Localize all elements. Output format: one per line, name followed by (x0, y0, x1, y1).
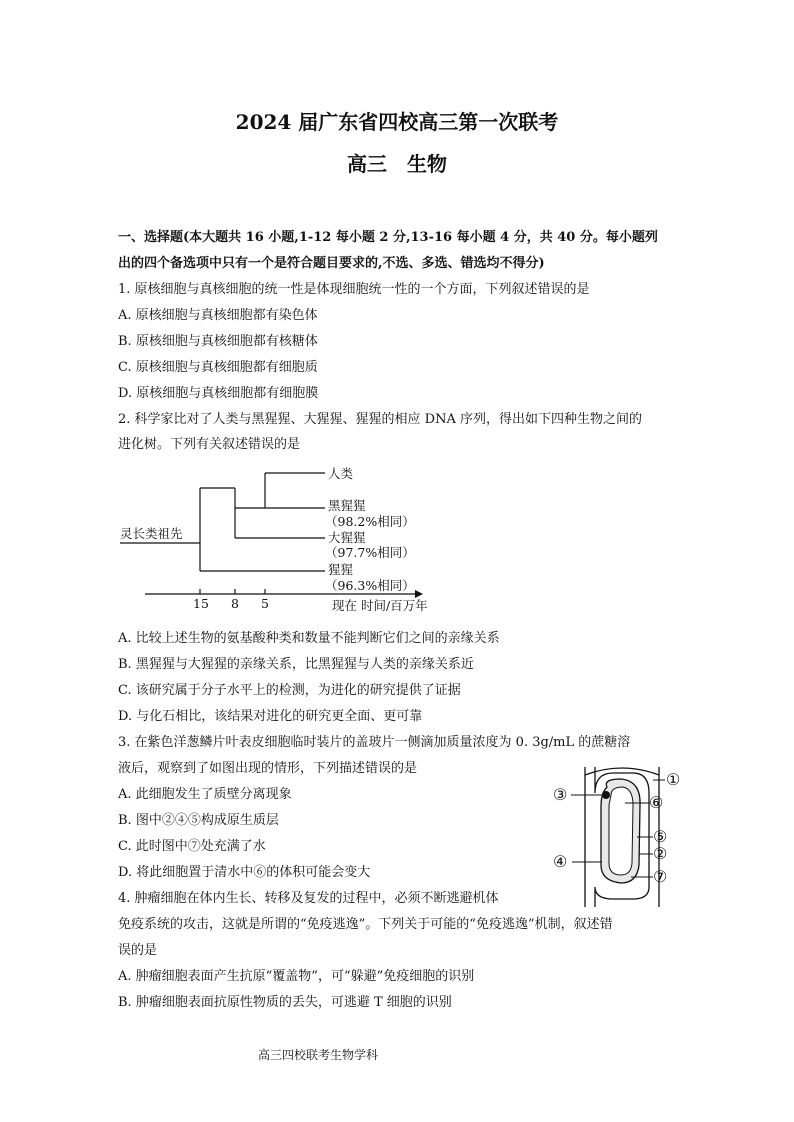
q3-option-c: C. 此时图中⑦处充满了水 (118, 839, 266, 854)
q1-option-d: D. 原核细胞与真核细胞都有细胞膜 (118, 386, 319, 401)
q1-option-c: C. 原核细胞与真核细胞都有细胞质 (118, 360, 318, 375)
exam-subtitle: 高三 生物 (347, 152, 447, 176)
q2-option-a: A. 比较上述生物的氨基酸种类和数量不能判断它们之间的亲缘关系 (118, 631, 500, 646)
q3-stem-line2: 液后，观察到了如图出现的情形，下列描述错误的是 (118, 761, 418, 776)
cell-label-2: ② (653, 844, 668, 863)
tree-label-chimp: 黑猩猩 (328, 498, 366, 513)
q4-stem-line3: 误的是 (118, 943, 158, 958)
q3-stem-line1: 3. 在紫色洋葱鳞片叶表皮细胞临时装片的盖玻片一侧滴加质量浓度为 0. 3g/mL 的蔗糖溶 (118, 735, 631, 750)
q3-option-b: B. 图中②④⑤构成原生质层 (118, 813, 279, 828)
q2-option-b: B. 黑猩猩与大猩猩的亲缘关系，比黑猩猩与人类的亲缘关系近 (118, 657, 474, 672)
plasmolysis-cell-figure (545, 765, 705, 907)
tree-root-label: 灵长类祖先 (120, 526, 183, 541)
q4-option-b: B. 肿瘤细胞表面抗原性物质的丢失，可逃避 T 细胞的识别 (118, 995, 452, 1010)
q4-option-a: A. 肿瘤细胞表面产生抗原“覆盖物”，可“躲避”免疫细胞的识别 (118, 969, 475, 984)
q2-option-c: C. 该研究属于分子水平上的检测，为进化的研究提供了证据 (118, 683, 461, 698)
page-footer: 高三四校联考生物学科 (258, 1048, 379, 1062)
section-instructions-line2: 出的四个备选项中只有一个是符合题目要求的,不选、多选、错选均不得分) (118, 256, 545, 271)
q1-option-b: B. 原核细胞与真核细胞都有核糖体 (118, 334, 318, 349)
q2-stem-line2: 进化树。下列有关叙述错误的是 (118, 437, 301, 452)
axis-tick-5: 5 (261, 596, 269, 611)
evolution-tree-figure (110, 458, 470, 618)
nucleus (602, 791, 610, 799)
q2-stem-line1: 2. 科学家比对了人类与黑猩猩、大猩猩、猩猩的相应 DNA 序列，得出如下四种生物之间的 (118, 412, 642, 427)
cell-label-3: ③ (553, 785, 568, 804)
q4-stem-line2: 免疫系统的攻击，这就是所谓的“免疫逃逸”。下列关于可能的“免疫逃逸”机制，叙述错 (118, 917, 613, 932)
exam-title: 2024 届广东省四校高三第一次联考 (235, 110, 559, 134)
axis-arrow-icon (415, 590, 423, 598)
q3-option-a: A. 此细胞发生了质壁分离现象 (118, 787, 292, 802)
cell-label-7: ⑦ (653, 867, 668, 886)
cell-label-5: ⑤ (653, 827, 668, 846)
adjacent-cell-top (585, 768, 659, 775)
axis-label: 现在 时间/百万年 (332, 598, 428, 613)
q4-stem-line1: 4. 肿瘤细胞在体内生长、转移及复发的过程中，必须不断逃避机体 (118, 891, 499, 906)
vacuole (609, 787, 633, 875)
q1-option-a: A. 原核细胞与真核细胞都有染色体 (118, 308, 318, 323)
cell-label-4: ④ (553, 852, 568, 871)
tree-label-gorilla: 大猩猩 (328, 530, 366, 545)
section-instructions-line1: 一、选择题(本大题共 16 小题,1-12 每小题 2 分,13-16 每小题 4 分，共 40 分。每小题列 (118, 230, 658, 245)
cell-label-6: ⑥ (649, 793, 664, 812)
q3-option-d: D. 将此细胞置于清水中⑥的体积可能会变大 (118, 865, 371, 880)
tree-label-gorilla-pct: （97.7%相同） (325, 545, 415, 560)
tree-label-orangutan: 猩猩 (328, 562, 354, 577)
q2-option-d: D. 与化石相比，该结果对进化的研究更全面、更可靠 (118, 709, 423, 724)
tree-label-human: 人类 (328, 466, 354, 481)
tree-label-orangutan-pct: （96.3%相同） (325, 578, 415, 593)
tree-label-chimp-pct: （98.2%相同） (325, 514, 415, 529)
q1-stem: 1. 原核细胞与真核细胞的统一性是体现细胞统一性的一个方面，下列叙述错误的是 (118, 282, 590, 297)
axis-tick-8: 8 (231, 596, 239, 611)
cell-label-1: ① (666, 770, 681, 789)
axis-tick-15: 15 (193, 596, 209, 611)
